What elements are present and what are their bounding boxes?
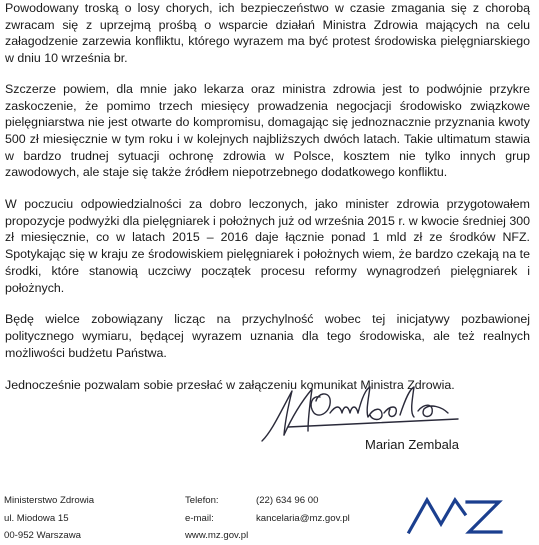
footer-website xyxy=(185,527,350,545)
paragraph-1: Powodowany troską o losy chorych, ich bezpieczeństwo w czasie zmagania się z chorobą zwracam się z uprzejmą prośbą o wsparcie działań Ministra Zdrowia mających na celu załagodzenie zarzewia konfliktu, którego wyrazem ma być protest środowiska pielęgniarskiego w dniu 10 września br. xyxy=(5,1,530,66)
paragraph-5: Jednocześnie pozwalam sobie przesłać w załączeniu komunikat Ministra Zdrowia. xyxy=(5,378,455,393)
paragraph-2: Szczerze powiem, dla mnie jako lekarza oraz ministra zdrowia jest to podwójnie przykre zaskoczenie, że pomimo trzech miesięcy prowadzenia negocjacji środowisko związkowe pielęgniarstwa nie jest otwarte do kompromisu, domagając się jednoznacznie przyznania kwoty 500 zł miesięcznie w tym roku i w kolejnych najbliższych dwóch latach. Takie ultimatum stawia w bardzo trudnej sytuacji ochronę zdrowia w Polsce, kosztem nie tylko innych grup zawodowych, ale staje się także źródłem niepotrzebnego dodatkowego konfliktu. xyxy=(5,81,530,180)
signer-name: Marian Zembala xyxy=(365,437,459,452)
footer-address xyxy=(4,492,94,545)
handwritten-signature-icon xyxy=(258,383,508,445)
email-value[interactable]: kancelaria@mz.gov.pl xyxy=(256,512,350,524)
letter-body xyxy=(5,0,530,410)
footer-address-line: Ministerstwo Zdrowia xyxy=(4,495,95,506)
footer-email xyxy=(185,510,350,528)
email-label: e-mail: xyxy=(185,512,214,524)
website-link[interactable]: www.mz.gov.pl xyxy=(185,530,249,541)
paragraph-4: Będę wielce zobowiązany licząc na przychylność wobec tej inicjatywy pozbawionej politycznego wymiaru, będącej wyrazem uznania dla tego środowiska, ale też realnych możliwości budżetu Państwa. xyxy=(5,312,530,360)
phone-value: (22) 634 96 00 xyxy=(256,495,319,506)
footer-address-line: ul. Miodowa 15 xyxy=(4,512,69,524)
footer-phone xyxy=(185,492,350,510)
paragraph-3: W poczuciu odpowiedzialności za dobro leczonych, jako minister zdrowia przygotowałem propozycje podwyżki dla pielęgniarek i położnych już od września 2015 r. w kwocie średniej 300 zł miesięcznie, co w latach 2015 – 2016 daje łącznie ponad 1 mld zł ze środków NFZ. Spotykając się w kraju ze środowiskiem pielęgniarek i położnych wiem, że bardzo czekają na te środki, które stanowią uczciwy początek procesu reformy wynagrodzeń pielęgniarek i położnych. xyxy=(5,197,530,295)
footer-address-line: 00-952 Warszawa xyxy=(4,530,81,541)
footer-contact xyxy=(185,492,350,545)
mz-logo-icon xyxy=(405,494,515,536)
phone-label: Telefon: xyxy=(185,495,219,506)
